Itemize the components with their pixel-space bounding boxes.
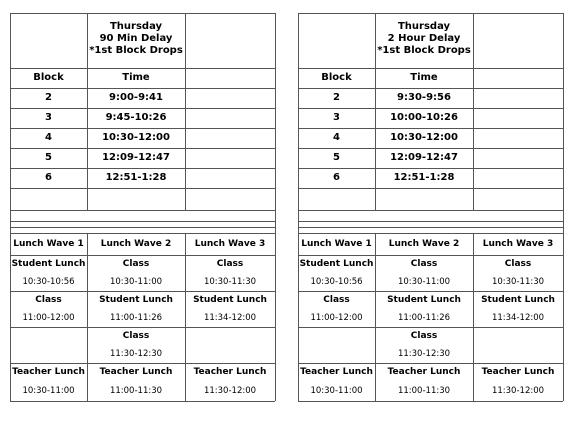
lunch-time: 11:34-12:00 [491, 312, 545, 323]
schedule-2-hour-delay [298, 13, 563, 405]
grid-line [10, 227, 275, 228]
grid-line [298, 233, 299, 401]
lunch-activity: Student Lunch [481, 294, 555, 305]
block-number: 3 [333, 112, 340, 123]
lunch-activity: Class [122, 258, 150, 269]
lunch-activity: Teacher Lunch [193, 366, 267, 377]
grid-line [185, 233, 186, 401]
lunch-activity: Student Lunch [99, 294, 173, 305]
lunch-wave-2-header: Lunch Wave 2 [100, 238, 172, 249]
lunch-activity: Teacher Lunch [300, 366, 373, 377]
lunch-wave-3-header: Lunch Wave 3 [482, 238, 554, 249]
lunch-time: 11:00-11:30 [397, 385, 451, 396]
lunch-time: 11:00-12:00 [22, 312, 75, 323]
lunch-activity: Class [410, 330, 438, 341]
block-time: 12:09-12:47 [102, 152, 170, 163]
lunch-time: 10:30-11:00 [310, 385, 363, 396]
lunch-activity: Student Lunch [299, 258, 374, 269]
lunch-activity: Teacher Lunch [12, 366, 85, 377]
lunch-activity: Class [216, 258, 244, 269]
schedule-header: Thursday 90 Min Delay *1st Block Drops [89, 21, 183, 56]
lunch-time: 11:30-12:30 [109, 348, 163, 359]
grid-line [275, 210, 276, 233]
grid-line [10, 221, 275, 222]
block-number: 3 [45, 112, 52, 123]
lunch-activity: Class [35, 294, 62, 305]
lunch-activity: Student Lunch [193, 294, 267, 305]
lunch-wave-2-header: Lunch Wave 2 [388, 238, 460, 249]
lunch-time: 10:30-11:00 [109, 276, 163, 287]
schedule-header: Thursday 2 Hour Delay *1st Block Drops [377, 21, 471, 56]
lunch-time: 10:30-11:30 [203, 276, 257, 287]
block-time: 9:45-10:26 [105, 112, 167, 123]
block-time: 10:30-12:00 [390, 132, 458, 143]
lunch-activity: Student Lunch [387, 294, 461, 305]
column-header-block: Block [33, 72, 64, 83]
grid-line [298, 210, 299, 233]
block-time: 12:51-1:28 [393, 172, 455, 183]
block-number: 5 [333, 152, 340, 163]
block-number: 2 [45, 92, 52, 103]
lunch-time: 10:30-11:00 [22, 385, 75, 396]
block-number: 4 [45, 132, 52, 143]
block-number: 2 [333, 92, 340, 103]
grid-line [563, 233, 564, 401]
column-header-time: Time [122, 72, 150, 83]
lunch-wave-1-header: Lunch Wave 1 [301, 238, 372, 249]
grid-line [10, 210, 11, 233]
column-header-time: Time [410, 72, 438, 83]
lunch-activity [10, 327, 87, 345]
grid-line [473, 13, 474, 210]
grid-line [10, 233, 11, 401]
lunch-activity: Class [410, 258, 438, 269]
lunch-activity [473, 327, 563, 345]
schedule-90-min-delay [10, 13, 275, 405]
lunch-time: 11:30-12:00 [203, 385, 257, 396]
lunch-time: 11:00-12:00 [310, 312, 363, 323]
block-time: 9:30-9:56 [397, 92, 451, 103]
lunch-activity: Student Lunch [11, 258, 86, 269]
grid-line [298, 401, 563, 402]
lunch-time: 11:34-12:00 [203, 312, 257, 323]
grid-line [275, 233, 276, 401]
lunch-activity: Teacher Lunch [481, 366, 555, 377]
grid-line [10, 188, 275, 189]
lunch-wave-1-header: Lunch Wave 1 [13, 238, 84, 249]
lunch-time: 11:00-11:26 [109, 312, 163, 323]
lunch-time [185, 345, 275, 363]
lunch-time [298, 345, 375, 363]
lunch-time [473, 345, 563, 363]
grid-line [563, 210, 564, 233]
grid-line [563, 13, 564, 210]
column-header-block: Block [321, 72, 352, 83]
lunch-time: 10:30-11:30 [491, 276, 545, 287]
block-time: 12:09-12:47 [390, 152, 458, 163]
block-time: 10:30-12:00 [102, 132, 170, 143]
lunch-activity: Teacher Lunch [99, 366, 173, 377]
grid-line [185, 13, 186, 210]
lunch-activity [298, 327, 375, 345]
grid-line [10, 210, 275, 211]
lunch-time: 10:30-10:56 [310, 276, 363, 287]
lunch-time: 11:00-11:26 [397, 312, 451, 323]
grid-line [275, 13, 276, 210]
lunch-wave-3-header: Lunch Wave 3 [194, 238, 266, 249]
block-number: 5 [45, 152, 52, 163]
lunch-activity [185, 327, 275, 345]
block-time: 9:00-9:41 [109, 92, 163, 103]
block-time: 12:51-1:28 [105, 172, 167, 183]
block-number: 6 [45, 172, 52, 183]
grid-line [298, 227, 563, 228]
grid-line [298, 188, 563, 189]
lunch-time: 11:30-12:30 [397, 348, 451, 359]
lunch-activity: Class [323, 294, 350, 305]
grid-line [298, 221, 563, 222]
lunch-time: 10:30-11:00 [397, 276, 451, 287]
lunch-time: 11:30-12:00 [491, 385, 545, 396]
lunch-activity: Teacher Lunch [387, 366, 461, 377]
grid-line [87, 233, 88, 401]
lunch-time: 10:30-10:56 [22, 276, 75, 287]
lunch-time: 11:00-11:30 [109, 385, 163, 396]
lunch-activity: Class [122, 330, 150, 341]
grid-line [10, 401, 275, 402]
block-number: 4 [333, 132, 340, 143]
block-number: 6 [333, 172, 340, 183]
lunch-activity: Class [504, 258, 532, 269]
grid-line [375, 233, 376, 401]
grid-line [298, 210, 563, 211]
grid-line [473, 233, 474, 401]
block-time: 10:00-10:26 [390, 112, 458, 123]
lunch-time [10, 345, 87, 363]
